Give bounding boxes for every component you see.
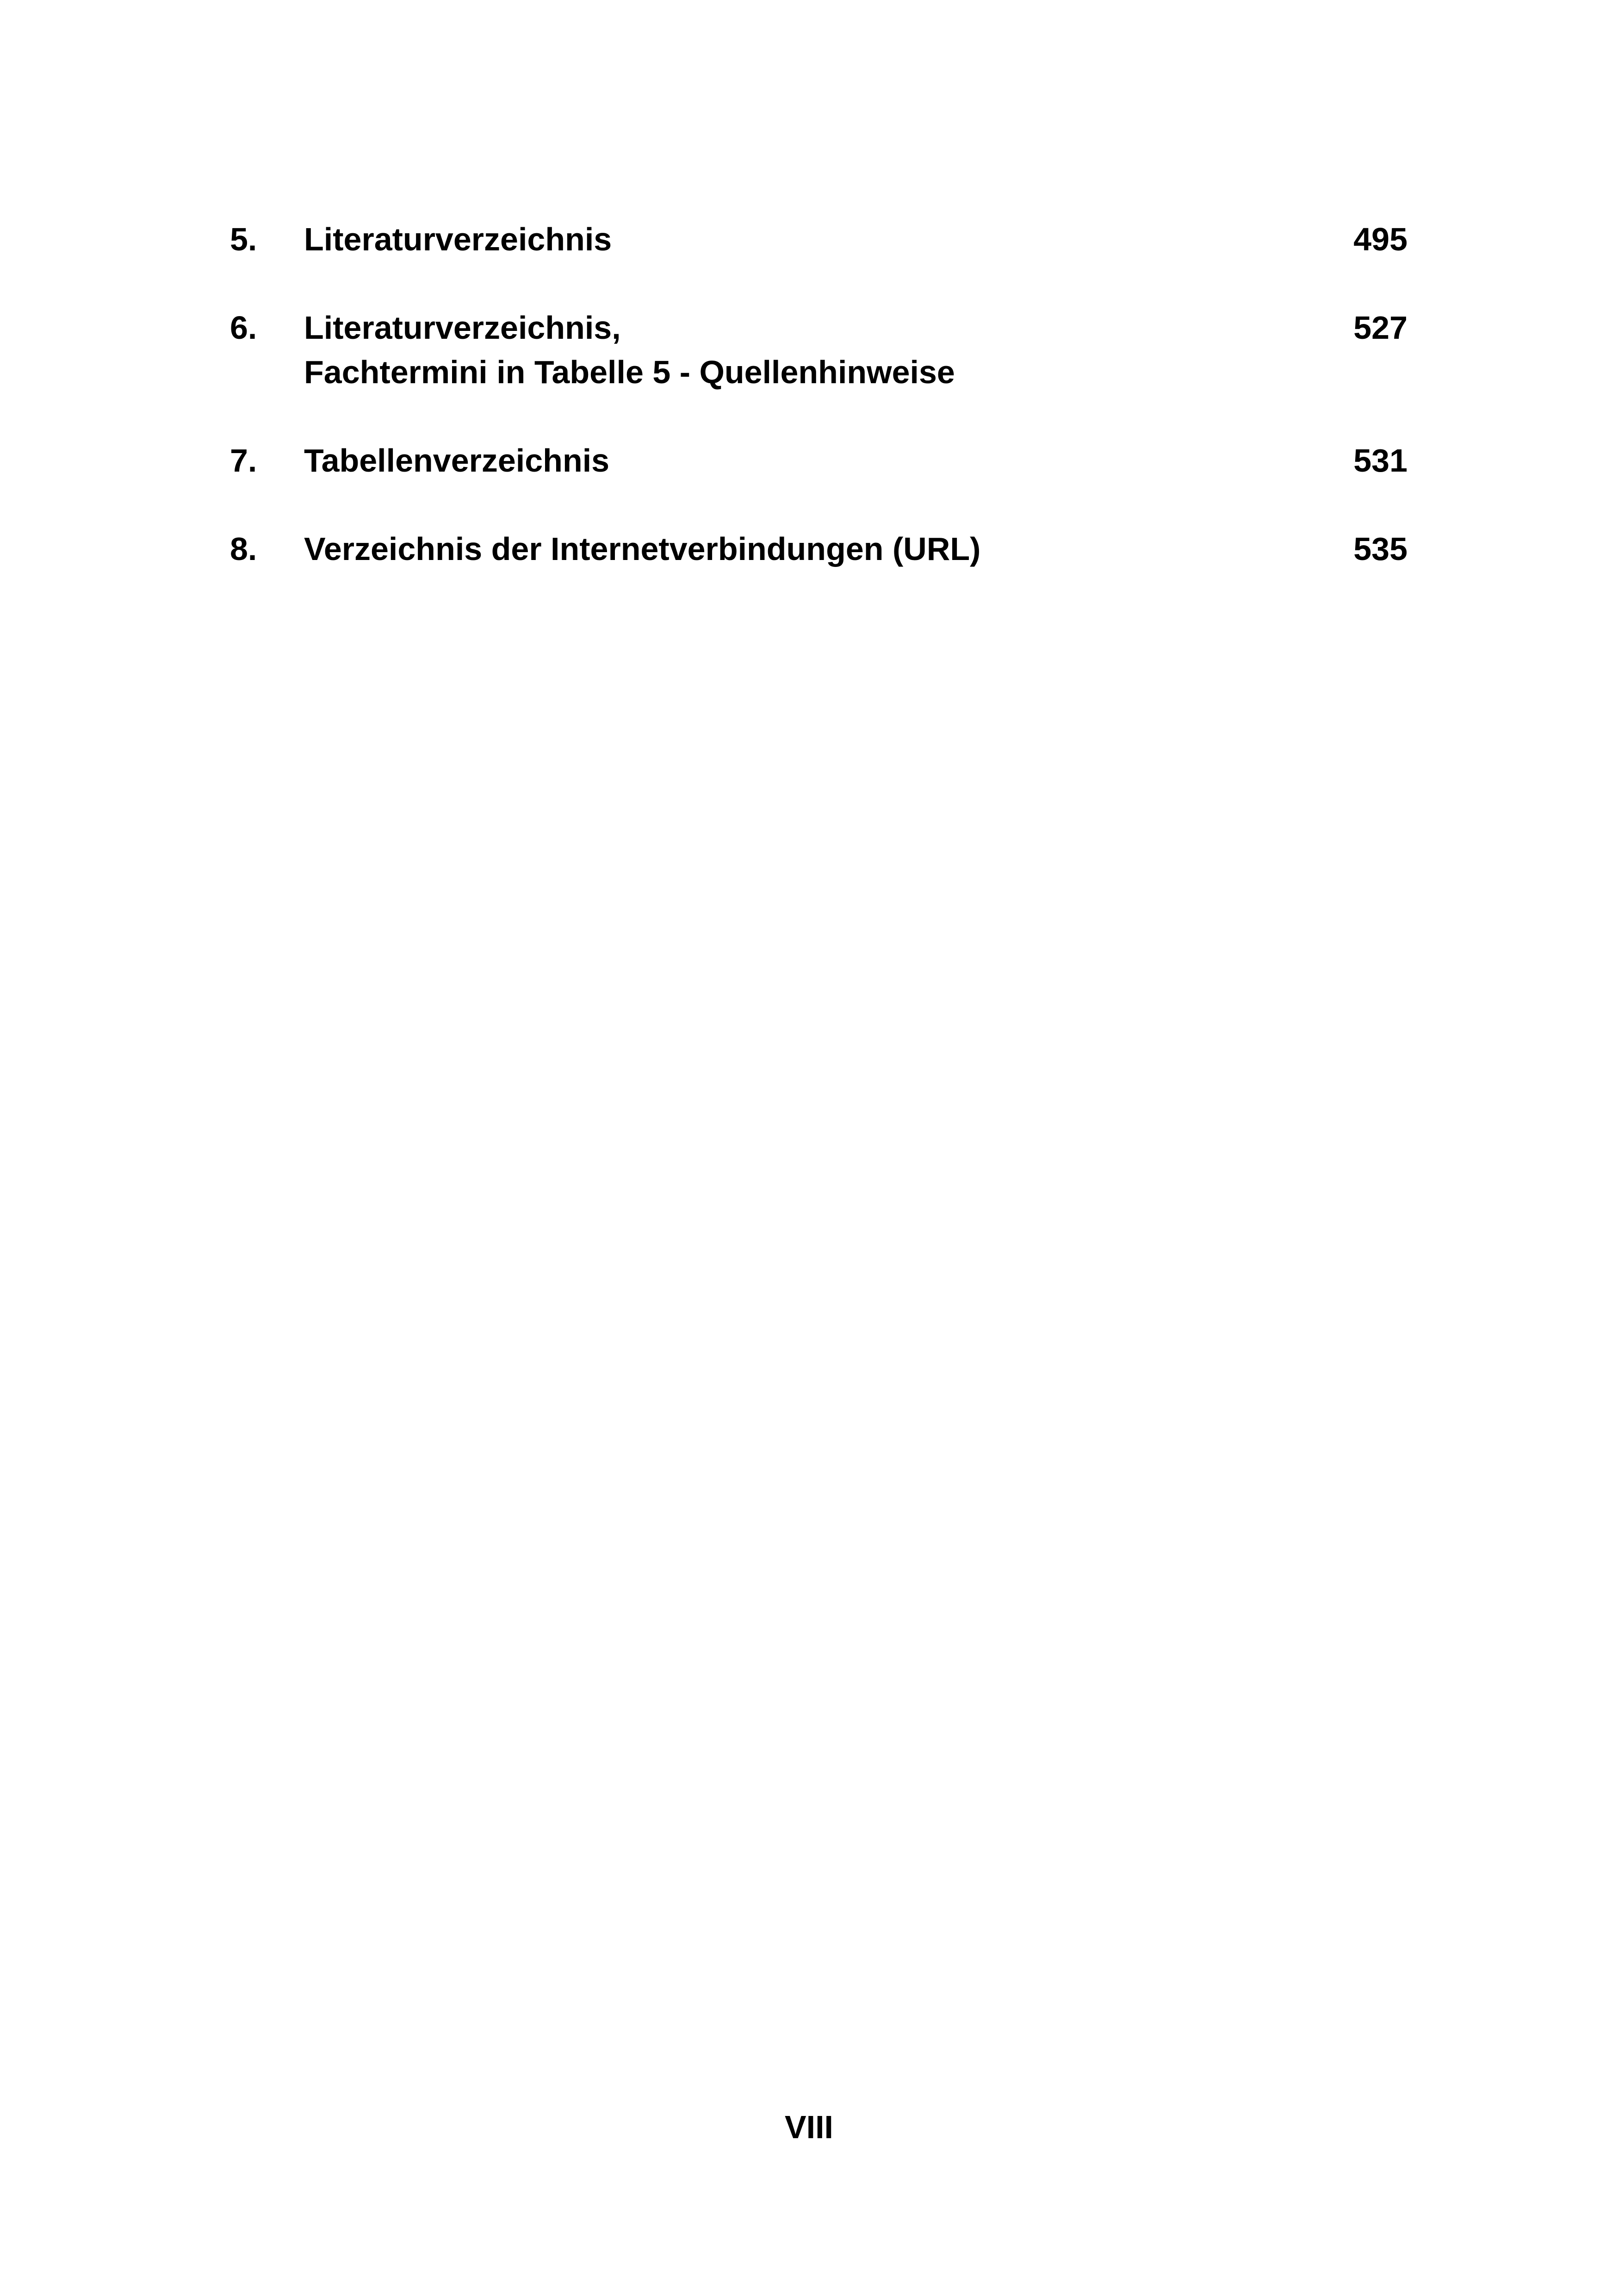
toc-entry-title: [304, 217, 1306, 261]
toc-entry-page-number: 531: [1353, 442, 1407, 479]
toc-entry-title: [304, 527, 1306, 571]
toc-entry-title-line: Fachtermini in Tabelle 5 - Quellenhinweise: [304, 354, 955, 390]
toc-entry: [230, 527, 1407, 571]
table-of-contents: [230, 217, 1407, 615]
toc-entry-number: 5.: [230, 221, 257, 257]
toc-entry-number: 8.: [230, 531, 257, 567]
toc-entry-title-line: Literaturverzeichnis: [304, 221, 612, 257]
toc-entry: [230, 217, 1407, 261]
toc-entry-title: [304, 305, 1306, 394]
toc-entry: [230, 305, 1407, 394]
toc-entry-title-line: Tabellenverzeichnis: [304, 442, 610, 479]
page-number-folio: VIII: [784, 2109, 834, 2145]
toc-entry-number: 7.: [230, 442, 257, 479]
toc-entry-page-number: 527: [1353, 310, 1407, 346]
toc-entry-page-number: 495: [1353, 221, 1407, 257]
toc-entry-page-number: 535: [1353, 531, 1407, 567]
toc-entry-title-line: Literaturverzeichnis,: [304, 310, 621, 346]
toc-entry-number: 6.: [230, 310, 257, 346]
toc-entry-title: [304, 438, 1306, 483]
toc-entry-title-line: Verzeichnis der Internetverbindungen (URL): [304, 531, 981, 567]
toc-entry: [230, 438, 1407, 483]
